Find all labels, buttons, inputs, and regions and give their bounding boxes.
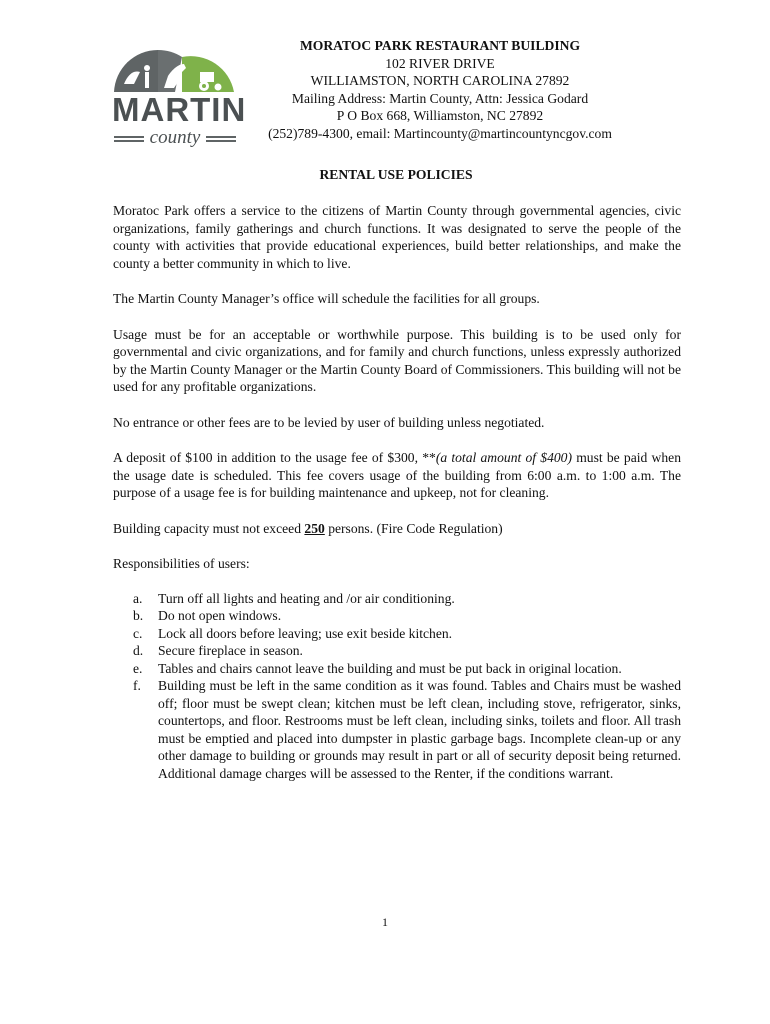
street-address: 102 RIVER DRIVE (385, 55, 495, 71)
logo-right-rule-2 (206, 140, 236, 142)
logo-left-rule (114, 136, 144, 138)
contact-info: (252)789-4300, email: Martincounty@martincountyncgov.com (268, 125, 612, 141)
fees-paragraph: No entrance or other fees are to be levied by user of building unless negotiated. (113, 414, 545, 430)
list-text: Turn off all lights and heating and /or air conditioning. (158, 590, 455, 606)
mailing-address: Mailing Address: Martin County, Attn: Jessica Godard (291, 90, 589, 106)
list-marker: f. (133, 678, 141, 693)
deposit-paragraph (113, 449, 681, 502)
intro-paragraph: Moratoc Park offers a service to the citizens of Martin County through governmental agencies, civic organizations, family gatherings and church functions. It was designated to serve the people of the county with activities that provide educational experiences, build better relationships, and make the county a better community in which to live. (113, 203, 681, 271)
list-item (113, 590, 681, 608)
list-text: Tables and chairs cannot leave the building and must be put back in original location. (158, 660, 622, 676)
page-number: 1 (382, 915, 388, 929)
scheduling-paragraph: The Martin County Manager’s office will schedule the facilities for all groups. (113, 291, 540, 306)
building-name: MORATOC PARK RESTAURANT BUILDING (299, 38, 581, 53)
logo-county-text: county (149, 127, 201, 148)
logo-right-rule (206, 136, 236, 138)
logo-word-county (112, 128, 238, 148)
usage-paragraph: Usage must be for an acceptable or worthwhile purpose. This building is to be used only for governmental and civic organizations, and for family and church functions, unless expressly authorized by the Martin County Manager or the Martin County Board of Commissioners. This building will not be used for any profitable organizations. (113, 326, 681, 394)
list-text: Do not open windows. (158, 608, 282, 623)
capacity-text-start: Building capacity must not exceed (113, 520, 305, 536)
list-marker: a. (133, 590, 143, 606)
list-marker: e. (133, 660, 143, 676)
capacity-text-end: persons. (Fire Code Regulation) (324, 520, 503, 536)
list-item (113, 625, 681, 643)
list-item (113, 642, 681, 660)
list-item (113, 677, 681, 782)
list-marker: b. (133, 608, 144, 623)
list-text: Building must be left in the same condition as it was found. Tables and Chairs must be washed off; floor must be swept clean; kitchen must be left clean, including stove, refrigerator, sinks, countertops, and floor. Restrooms must be left clean, including sinks, toilets and floor. All trash must be emptied and placed into dumpster in plastic garbage bags. Incomplete clean-up or any other damage to building or grounds may result in part or all of security deposit being returned. Additional damage charges will be assessed to the Renter, if the conditions warrant. (158, 678, 681, 781)
martin-county-logo (112, 48, 247, 152)
responsibilities-heading: Responsibilities of users: (113, 556, 250, 571)
list-item (113, 660, 681, 678)
letterhead (250, 37, 630, 143)
logo-word-martin: MARTIN (112, 91, 247, 128)
list-item (113, 607, 681, 625)
deposit-total-amount: (a total amount of $400) (435, 450, 572, 465)
list-marker: d. (133, 643, 144, 658)
list-marker: c. (133, 625, 143, 641)
deposit-text-end: must be paid when the usage date is scheduled. This fee covers usage of the building from 6:00 a.m. to 1:00 a.m. The purpose of a usage fee is for building maintenance and upkeep, not for cleaning. (113, 450, 681, 500)
policy-body (113, 202, 681, 782)
po-box: P O Box 668, Williamston, NC 27892 (336, 108, 544, 124)
capacity-number: 250 (304, 520, 325, 536)
list-text: Lock all doors before leaving; use exit beside kitchen. (158, 625, 453, 641)
deposit-text-start: A deposit of $100 in addition to the usage fee of $300, ** (113, 450, 436, 465)
logo-left-rule-2 (114, 140, 144, 142)
capacity-paragraph (113, 520, 681, 538)
city-state-zip: WILLIAMSTON, NORTH CAROLINA 27892 (310, 73, 570, 89)
responsibilities-list (113, 590, 681, 783)
list-text: Secure fireplace in season. (158, 643, 303, 658)
page-title: RENTAL USE POLICIES (319, 167, 473, 182)
